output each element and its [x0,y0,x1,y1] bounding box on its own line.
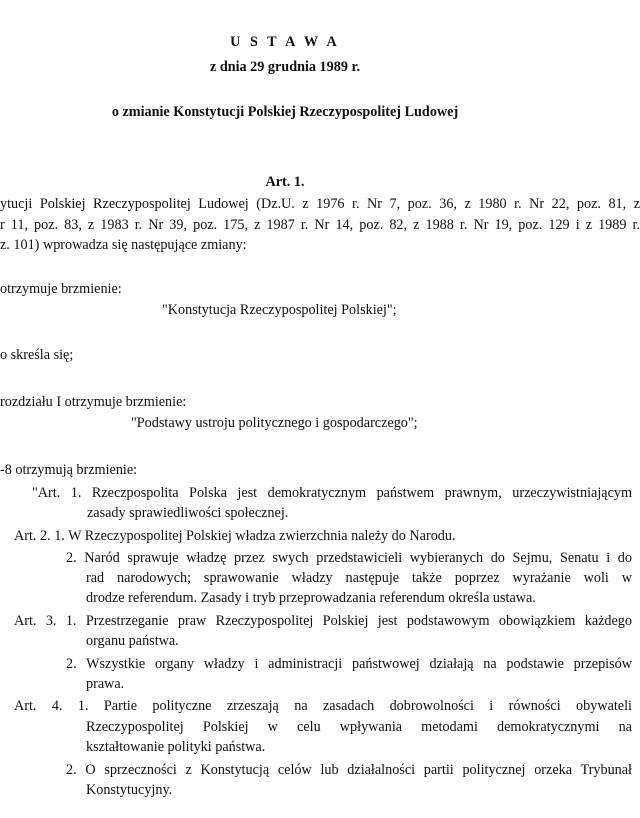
intro-line-2: r 11, poz. 83, z 1983 r. Nr 39, poz. 175, z 1987 r. Nr 14, poz. 82, z 1988 r. Nr 19, poz. 129 i z 1989 r. [0,217,640,233]
new-text-line-11: Art. 4. 1. Partie polityczne zrzeszają na zasadach dobrowolności i równości obywateli [14,698,632,714]
article-heading: Art. 1. [265,174,305,190]
new-text-line-9: 2. Wszystkie organy władzy i administracji państwowej działają na podstawie przepisów [66,656,632,672]
new-text-line-8: organu państwa. [86,633,179,649]
new-text-line-12: Rzeczypospolitej Polskiej w celu wpływania metodami demokratycznymi na [86,719,632,735]
new-text-line-13: kształtowanie polityki państwa. [86,739,266,755]
new-text-line-5: rad narodowych; sprawowanie władzy następuje także poprzez wyrażanie woli w [86,570,632,586]
new-text-line-2: zasady sprawiedliwości społecznej. [87,505,289,521]
act-title: U S T A W A [230,34,340,50]
new-text-line-4: 2. Naród sprawuje władzę przez swych przedstawicieli wybieranych do Sejmu, Senatu i do [66,550,632,566]
item-1-lead: otrzymuje brzmienie: [0,281,122,297]
item-1-quote: "Konstytucja Rzeczypospolitej Polskiej"; [162,302,397,318]
intro-line-1: ytucji Polskiej Rzeczypospolitej Ludowej (Dz.U. z 1976 r. Nr 7, poz. 36, z 1980 r. Nr 22, poz. 81, z [0,196,640,212]
new-text-line-7: Art. 3. 1. Przestrzeganie praw Rzeczypospolitej Polskiej jest podstawowym obowiązkiem każdego [14,613,632,629]
new-text-line-6: drodze referendum. Zasady i tryb przeprowadzania referendum określa ustawa. [86,590,536,606]
act-date: z dnia 29 grudnia 1989 r. [209,59,361,75]
item-4-lead: -8 otrzymują brzmienie: [0,462,138,478]
new-text-line-14: 2. O sprzeczności z Konstytucją celów lub działalności partii politycznej orzeka Trybunał [66,762,632,778]
item-2-lead: o skreśla się; [0,347,74,363]
item-3-quote: "Podstawy ustroju politycznego i gospodarczego"; [131,415,418,431]
intro-line-3: z. 101) wprowadza się następujące zmiany: [0,237,247,253]
new-text-line-15: Konstytucyjny. [86,782,173,798]
act-subject: o zmianie Konstytucji Polskiej Rzeczypospolitej Ludowej [111,104,459,120]
new-text-line-10: prawa. [86,676,125,692]
new-text-line-1: "Art. 1. Rzeczpospolita Polska jest demokratycznym państwem prawnym, urzeczywistniającym [32,485,632,501]
new-text-line-3: Art. 2. 1. W Rzeczypospolitej Polskiej władza zwierzchnia należy do Narodu. [14,528,456,544]
item-3-lead: rozdziału I otrzymuje brzmienie: [0,394,187,410]
